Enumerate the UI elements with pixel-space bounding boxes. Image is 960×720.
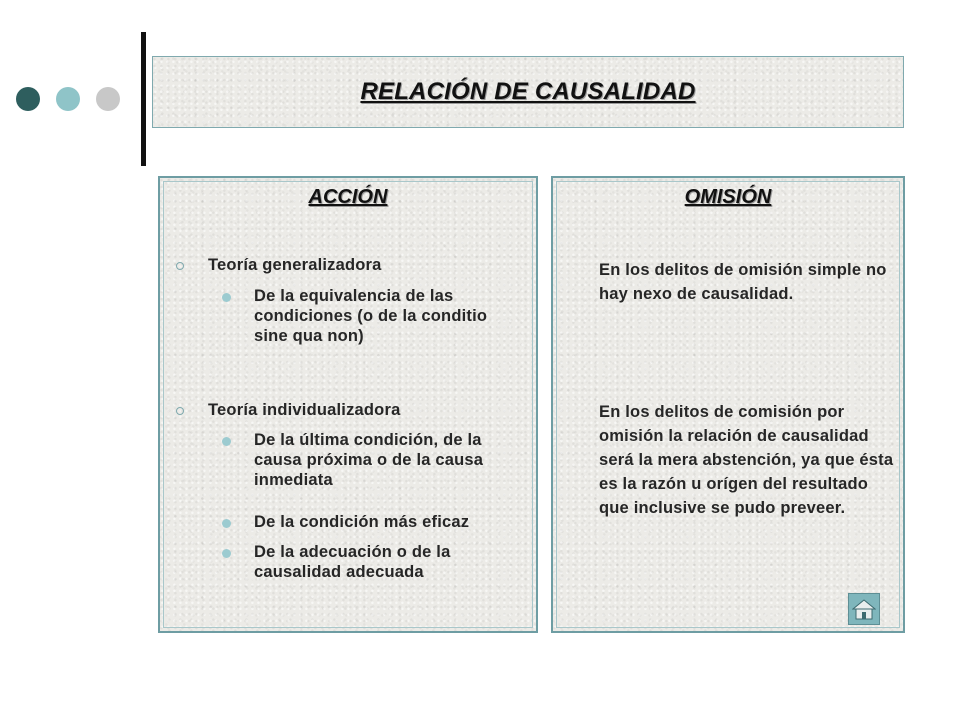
list-subitem: De la condición más eficaz: [254, 513, 470, 531]
slide-title: RELACIÓN DE CAUSALIDAD: [360, 78, 696, 105]
bullet-icon: [222, 293, 231, 302]
title-box: [152, 56, 904, 128]
dot-gray: [96, 87, 120, 111]
bullet-icon: [222, 549, 231, 558]
bullet-icon: [176, 407, 184, 415]
paragraph: En los delitos de omisión simple no hay nexo de causalidad.: [599, 261, 887, 303]
bullet-icon: [222, 519, 231, 528]
accion-heading: ACCIÓN: [308, 186, 388, 208]
list-subitem: De la adecuación o de la causalidad adecuada: [254, 543, 451, 581]
accion-panel: [158, 176, 538, 633]
list-subitem: De la equivalencia de las condiciones (o de la conditio sine qua non): [254, 287, 488, 345]
dot-teal: [56, 87, 80, 111]
bullet-icon: [176, 262, 184, 270]
list-subitem: De la última condición, de la causa próxima o de la causa inmediata: [254, 431, 484, 489]
omision-heading: OMISIÓN: [684, 186, 772, 208]
paragraph: En los delitos de comisión por omisión la relación de causalidad será la mera abstención, ya que ésta es la razón u orígen del resultado que inclusive se pudo preveer.: [599, 403, 894, 517]
omision-panel: [551, 176, 905, 633]
home-button[interactable]: [848, 593, 880, 625]
list-item: Teoría generalizadora: [208, 256, 382, 274]
bullet-icon: [222, 437, 231, 446]
dot-dark: [16, 87, 40, 111]
home-icon: [852, 598, 876, 620]
list-item: Teoría individualizadora: [208, 401, 401, 419]
vertical-divider: [141, 32, 146, 166]
